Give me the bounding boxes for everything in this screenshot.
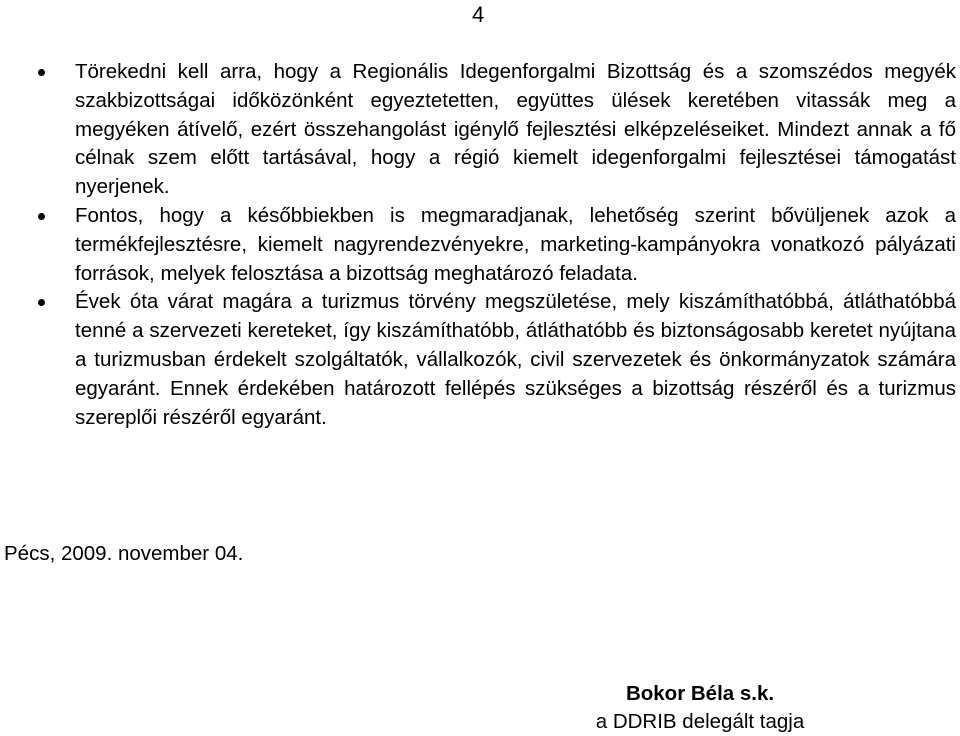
list-item (0, 288, 960, 432)
signatory-role: a DDRIB delegált tagja (595, 710, 805, 733)
signature-block (540, 680, 860, 736)
bullet-icon (38, 213, 45, 220)
bullet-icon (38, 69, 45, 76)
bullet-text: Évek óta várat magára a turizmus törvény megszületése, mely kiszámíthatóbbá, átláthatóbbá tenné a szervezeti kereteket, így kiszámíthatóbb, átláthatóbb és biztonságosabb keretet nyújtana a turizmusban érdekelt szolgáltatók, vállalkozók, civil szervezetek és önkormányzatok számára egyaránt. Ennek érdekében határozott fellépés szükséges a bizottság részéről és a turizmus szereplői részéről egyaránt. (75, 290, 956, 429)
page-number: 4 (472, 2, 485, 27)
bullet-icon (38, 299, 45, 306)
bullet-text: Törekedni kell arra, hogy a Regionális Idegenforgalmi Bizottság és a szomszédos megyék szakbizottságai időközönként egyeztetetten, együttes ülések keretében vitassák meg a megyéken átívelő, ezért összehangolást igénylő fejlesztési elképzeléseiket. Mindezt annak a fő célnak szem előtt tartásával, hogy a régió kiemelt idegenforgalmi fejlesztései támogatást nyerjenek. (75, 60, 956, 199)
date-line: Pécs, 2009. november 04. (4, 542, 244, 565)
bullet-text: Fontos, hogy a későbbiekben is megmaradjanak, lehetőség szerint bővüljenek azok a termékfejlesztésre, kiemelt nagyrendezvényekre, marketing-kampányokra vonatkozó pályázati források, melyek felosztása a bizottság meghatározó feladata. (75, 203, 956, 285)
signatory-name: Bokor Béla s.k. (625, 682, 775, 705)
list-item (0, 202, 960, 288)
list-item (0, 58, 960, 202)
bullet-list (0, 58, 960, 432)
